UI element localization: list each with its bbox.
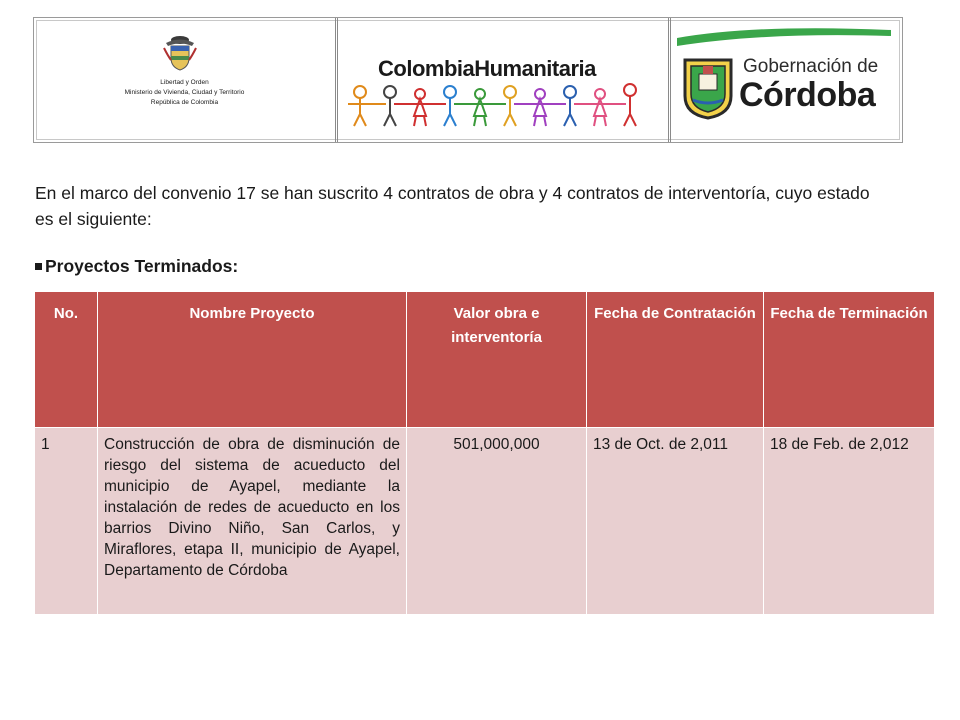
header-value: Valor obra e interventoría bbox=[407, 292, 587, 428]
projects-table bbox=[34, 291, 935, 615]
intro-paragraph: En el marco del convenio 17 se han suscrito 4 contratos de obra y 4 contratos de interventoría, cuyo estado es el siguiente: bbox=[35, 183, 870, 229]
cell-contract-date: 13 de Oct. de 2,011 bbox=[587, 428, 764, 615]
header-no: No. bbox=[35, 292, 98, 428]
cordoba-shield-icon bbox=[683, 56, 733, 120]
cell-no: 1 bbox=[35, 428, 98, 615]
ministry-motto: Libertad y Orden bbox=[160, 79, 209, 86]
gobernacion-label: Gobernación de bbox=[743, 56, 879, 77]
cell-value: 501,000,000 bbox=[407, 428, 587, 615]
green-swoosh-icon bbox=[677, 24, 891, 46]
cell-project-name: Construcción de obra de disminución de riesgo del sistema de acueducto del municipio de Ayapel, mediante la instalación de redes de acueducto en los barrios Divino Niño, San Carlos, y Miraflores, etapa II, municipio de Ayapel, Departamento de Córdoba bbox=[98, 428, 407, 615]
cordoba-label: Córdoba bbox=[739, 76, 876, 114]
cell-end-date: 18 de Feb. de 2,012 bbox=[764, 428, 935, 615]
ministry-logo-block bbox=[34, 18, 335, 142]
square-bullet-icon bbox=[35, 263, 42, 270]
children-chain-icon bbox=[346, 78, 646, 130]
ministry-country: República de Colombia bbox=[150, 99, 219, 106]
ministry-name: Ministerio de Vivienda, Ciudad y Territorio bbox=[124, 89, 245, 96]
table-header-row bbox=[35, 292, 935, 428]
section-heading bbox=[35, 256, 238, 277]
gobernacion-cordoba-logo-block bbox=[668, 18, 902, 142]
logo-header bbox=[33, 17, 903, 143]
section-title: Proyectos Terminados: bbox=[45, 256, 239, 276]
colombia-humanitaria-wordmark: ColombiaHumanitaria bbox=[378, 56, 596, 81]
colombia-humanitaria-logo-block bbox=[335, 18, 668, 142]
table-row bbox=[35, 428, 935, 615]
colombia-coat-of-arms-icon bbox=[162, 34, 198, 72]
header-project-name: Nombre Proyecto bbox=[98, 292, 407, 428]
header-end-date: Fecha de Terminación bbox=[764, 292, 935, 428]
header-contract-date: Fecha de Contratación bbox=[587, 292, 764, 428]
